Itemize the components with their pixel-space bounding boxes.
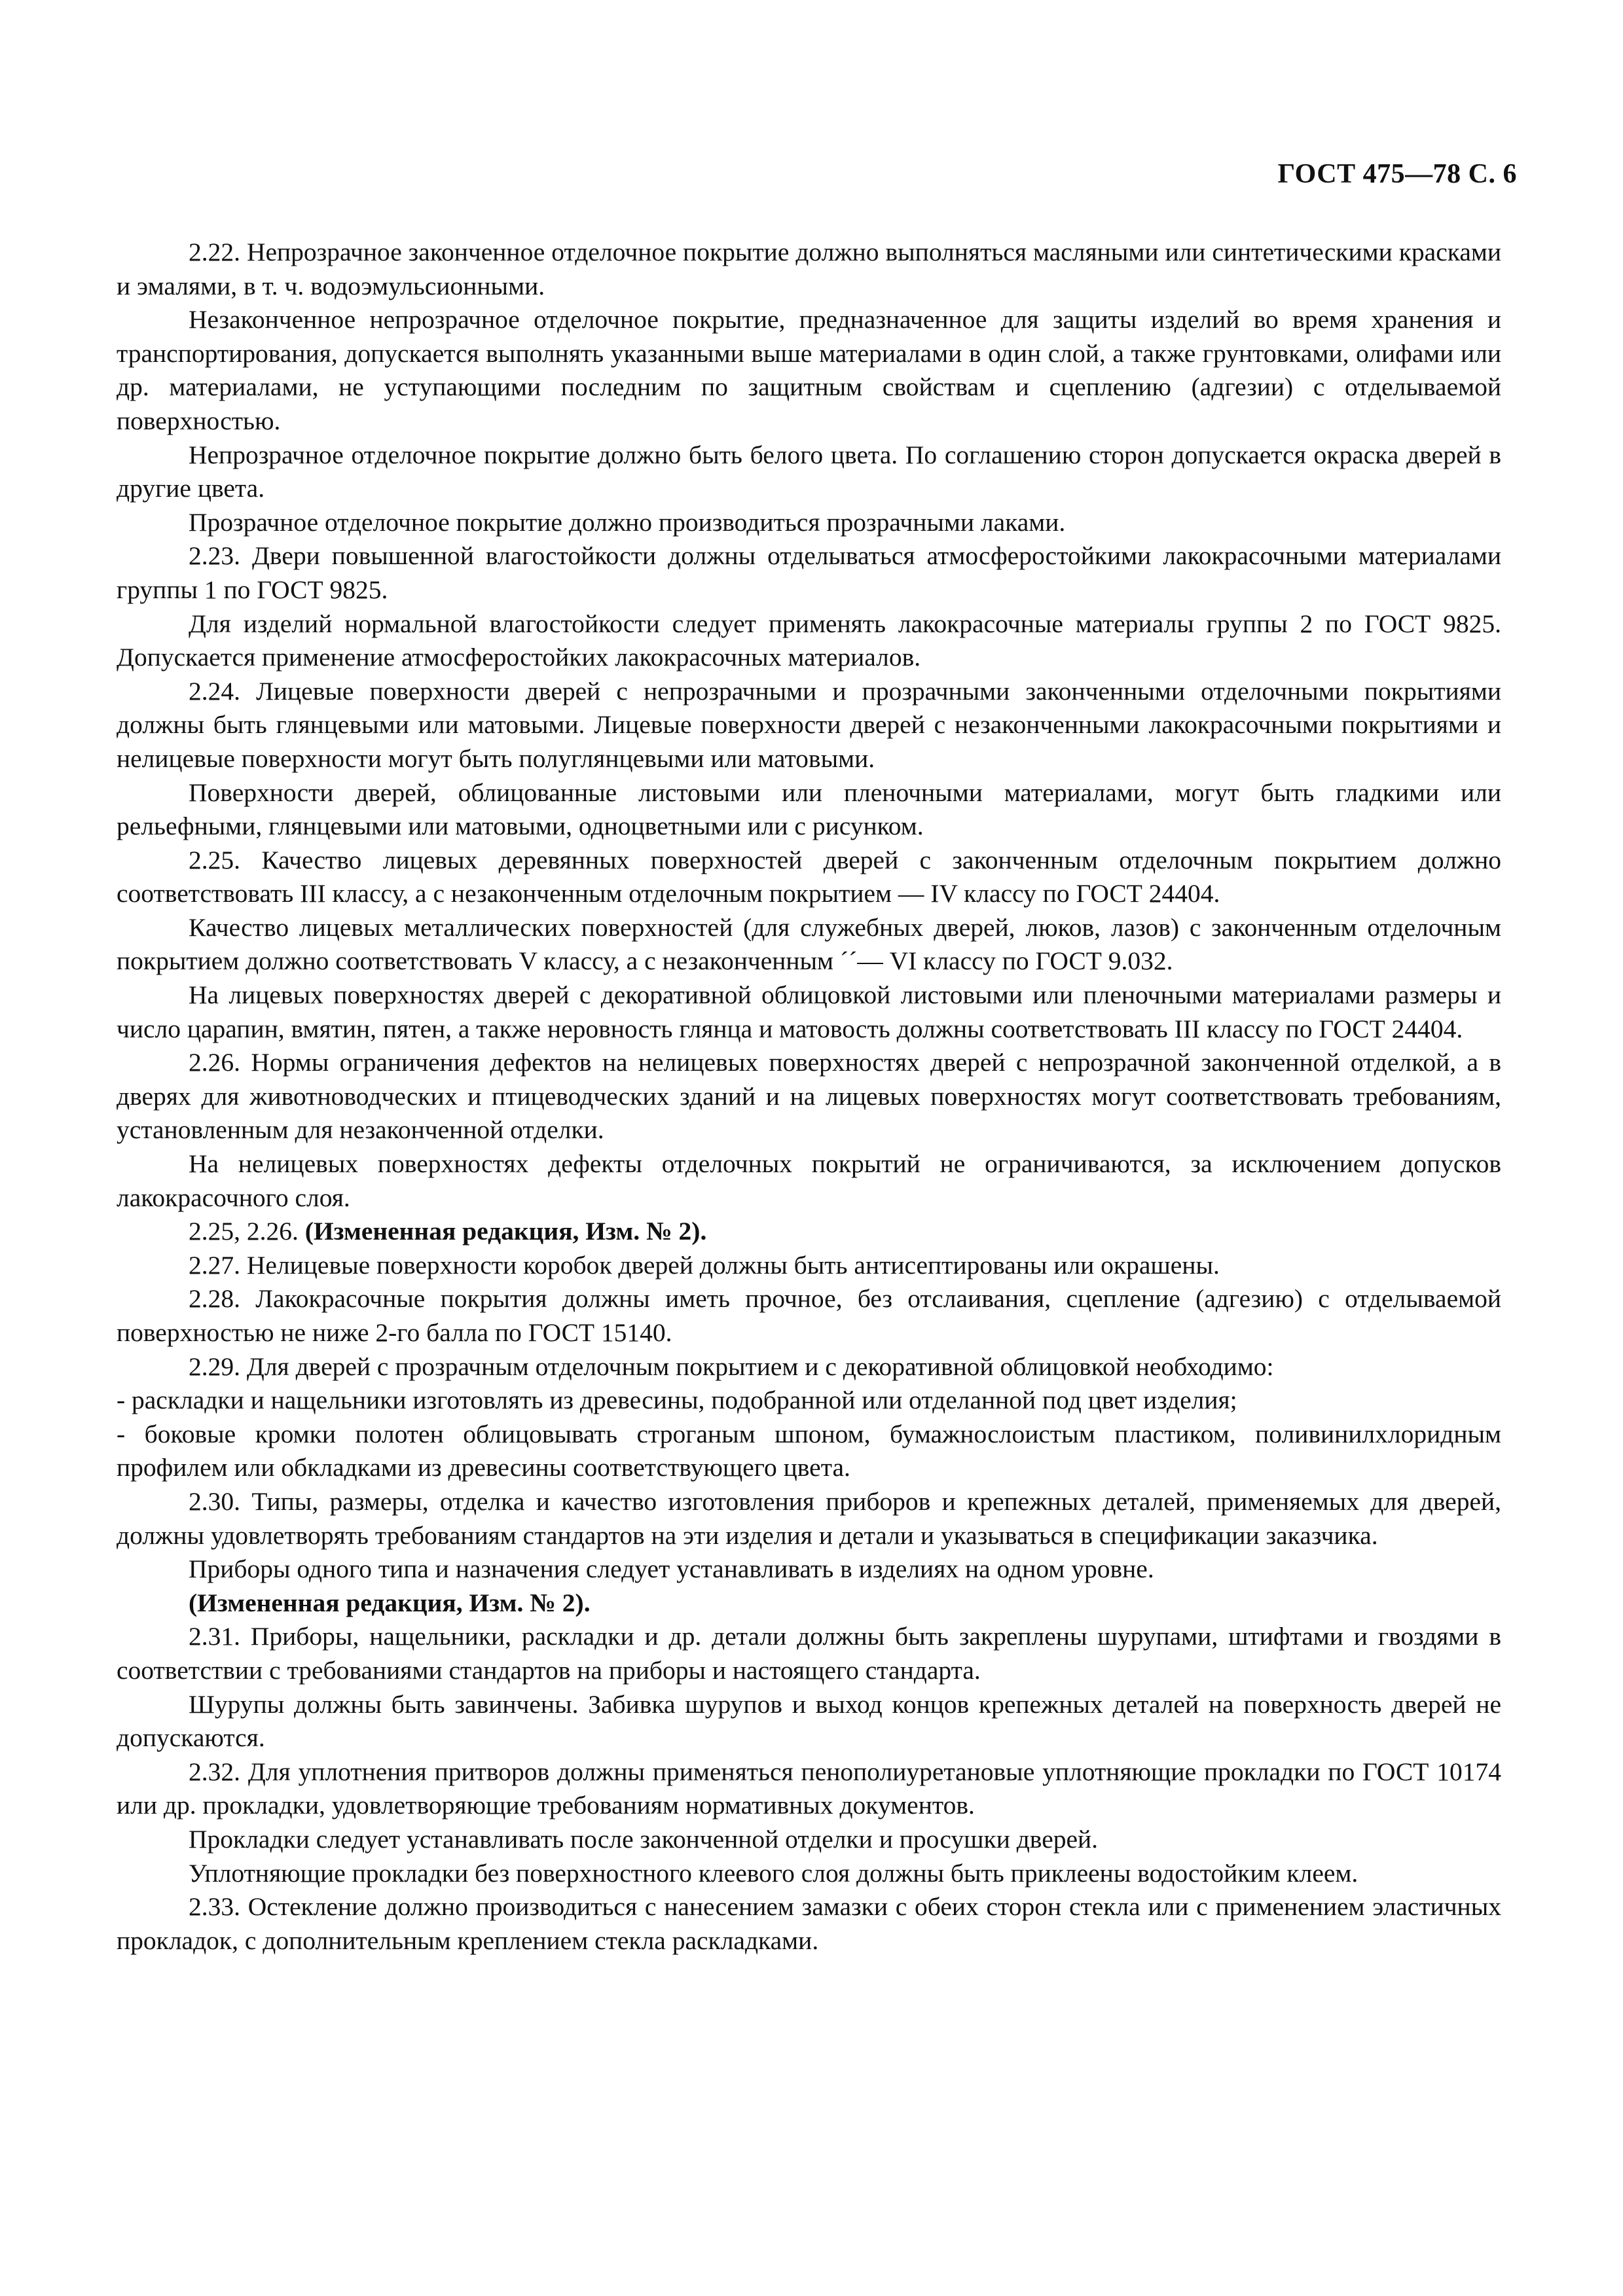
paragraph-2-29: 2.29. Для дверей с прозрачным отделочным покрытием и с декоративной облицовкой необходимо: — [189, 1352, 1274, 1381]
list-item: - боковые кромки полотен облицовывать строганым шпоном, бумажнослоистым пластиком, поливинилхлоридным профилем или обкладками из древесины соответствующего цвета. — [117, 1419, 1501, 1482]
paragraph: Поверхности дверей, облицованные листовыми или пленочными материалами, могут быть гладкими или рельефными, глянцевыми или матовыми, одноцветными или с рисунком. — [117, 778, 1501, 841]
paragraph-2-22: 2.22. Непрозрачное законченное отделочное покрытие должно выполняться масляными или синтетическими красками и эмалями, в т. ч. водоэмульсионными. — [117, 238, 1501, 300]
document-body — [117, 236, 1501, 1958]
paragraph: Прозрачное отделочное покрытие должно производиться прозрачными лаками. — [189, 507, 1066, 537]
paragraph-2-23: 2.23. Двери повышенной влагостойкости должны отделываться атмосферостойкими лакокрасочными материалами группы 1 по ГОСТ 9825. — [117, 541, 1501, 604]
paragraph-2-27: 2.27. Нелицевые поверхности коробок дверей должны быть антисептированы или окрашены. — [189, 1250, 1220, 1280]
paragraph: Для изделий нормальной влагостойкости следует применять лакокрасочные материалы группы 2 по ГОСТ 9825. Допускается применение атмосферостойких лакокрасочных материалов. — [117, 609, 1501, 672]
paragraph: Непрозрачное отделочное покрытие должно быть белого цвета. По соглашению сторон допускается окраска дверей в другие цвета. — [117, 440, 1501, 503]
amendment-note — [117, 1587, 1501, 1621]
amendment-label: (Измененная редакция, Изм. № 2). — [189, 1588, 591, 1617]
paragraph: Приборы одного типа и назначения следует устанавливать в изделиях на одном уровне. — [189, 1554, 1154, 1584]
paragraph: Качество лицевых металлических поверхностей (для служебных дверей, люков, лазов) с законченным отделочным покрытием должно соответствовать V классу, а с незаконченным ˊˊ— VI классу по ГОСТ 9.032. — [117, 912, 1501, 976]
amendment-label: (Измененная редакция, Изм. № 2). — [304, 1217, 707, 1246]
page-header: ГОСТ 475—78 С. 6 — [1277, 159, 1517, 189]
paragraph-2-28: 2.28. Лакокрасочные покрытия должны иметь прочное, без отслаивания, сцепление (адгезию) с отделываемой поверхностью не ниже 2-го балла по ГОСТ 15140. — [117, 1284, 1501, 1347]
list-item: - раскладки и нащельники изготовлять из древесины, подобранной или отделанной под цвет изделия; — [117, 1386, 1237, 1415]
paragraph-2-31: 2.31. Приборы, нащельники, раскладки и др. детали должны быть закреплены шурупами, штифтами и гвоздями в соответствии с требованиями стандартов на приборы и настоящего стандарта. — [117, 1622, 1501, 1685]
amendment-note: 2.25, 2.26. (Измененная редакция, Изм. № 2). — [189, 1217, 707, 1246]
paragraph-2-32: 2.32. Для уплотнения притворов должны применяться пенополиуретановые уплотняющие прокладки по ГОСТ 10174 или др. прокладки, удовлетворяющие требованиям нормативных документов. — [117, 1757, 1501, 1820]
paragraph-2-33: 2.33. Остекление должно производиться с нанесением замазки с обеих сторон стекла или с применением эластичных прокладок, с дополнительным креплением стекла раскладками. — [117, 1892, 1501, 1955]
paragraph: На лицевых поверхностях дверей с декоративной облицовкой листовыми или пленочными материалами размеры и число царапин, вмятин, пятен, а также неровность глянца и матовость должны соответствовать III классу по ГОСТ 24404. — [117, 980, 1501, 1043]
paragraph-2-30: 2.30. Типы, размеры, отделка и качество изготовления приборов и крепежных деталей, применяемых для дверей, должны удовлетворять требованиям стандартов на эти изделия и детали и указываться в спецификации заказчика. — [117, 1486, 1501, 1550]
paragraph: Незаконченное непрозрачное отделочное покрытие, предназначенное для защиты изделий во время хранения и транспортирования, допускается выполнять указанными выше материалами в один слой, а также грунтовками, олифами или др. материалами, не уступающими последним по защитным свойствам и сцеплению (адгезии) с отделываемой поверхностью. — [117, 305, 1501, 435]
paragraph-2-25: 2.25. Качество лицевых деревянных поверхностей дверей с законченным отделочным покрытием должно соответствовать III классу, а с незаконченным отделочным покрытием — IV классу по ГОСТ 24404. — [117, 845, 1501, 908]
paragraph: Прокладки следует устанавливать после законченной отделки и просушки дверей. — [189, 1824, 1099, 1854]
paragraph: Уплотняющие прокладки без поверхностного клеевого слоя должны быть приклеены водостойким клеем. — [189, 1858, 1359, 1888]
paragraph-2-26: 2.26. Нормы ограничения дефектов на нелицевых поверхностях дверей с непрозрачной законченной отделкой, а в дверях для животноводческих и птицеводческих зданий и на лицевых поверхностях могут соответствовать требованиям, установленным для незаконченной отделки. — [117, 1048, 1501, 1145]
paragraph: На нелицевых поверхностях дефекты отделочных покрытий не ограничиваются, за исключением допусков лакокрасочного слоя. — [117, 1149, 1501, 1212]
paragraph: Шурупы должны быть завинчены. Забивка шурупов и выход концов крепежных деталей на поверхность дверей не допускаются. — [117, 1689, 1501, 1753]
paragraph-2-24: 2.24. Лицевые поверхности дверей с непрозрачными и прозрачными законченными отделочными покрытиями должны быть глянцевыми или матовыми. Лицевые поверхности дверей с незаконченными лакокрасочными покрытиями и нелицевые поверхности могут быть полуглянцевыми или матовыми. — [117, 676, 1501, 773]
